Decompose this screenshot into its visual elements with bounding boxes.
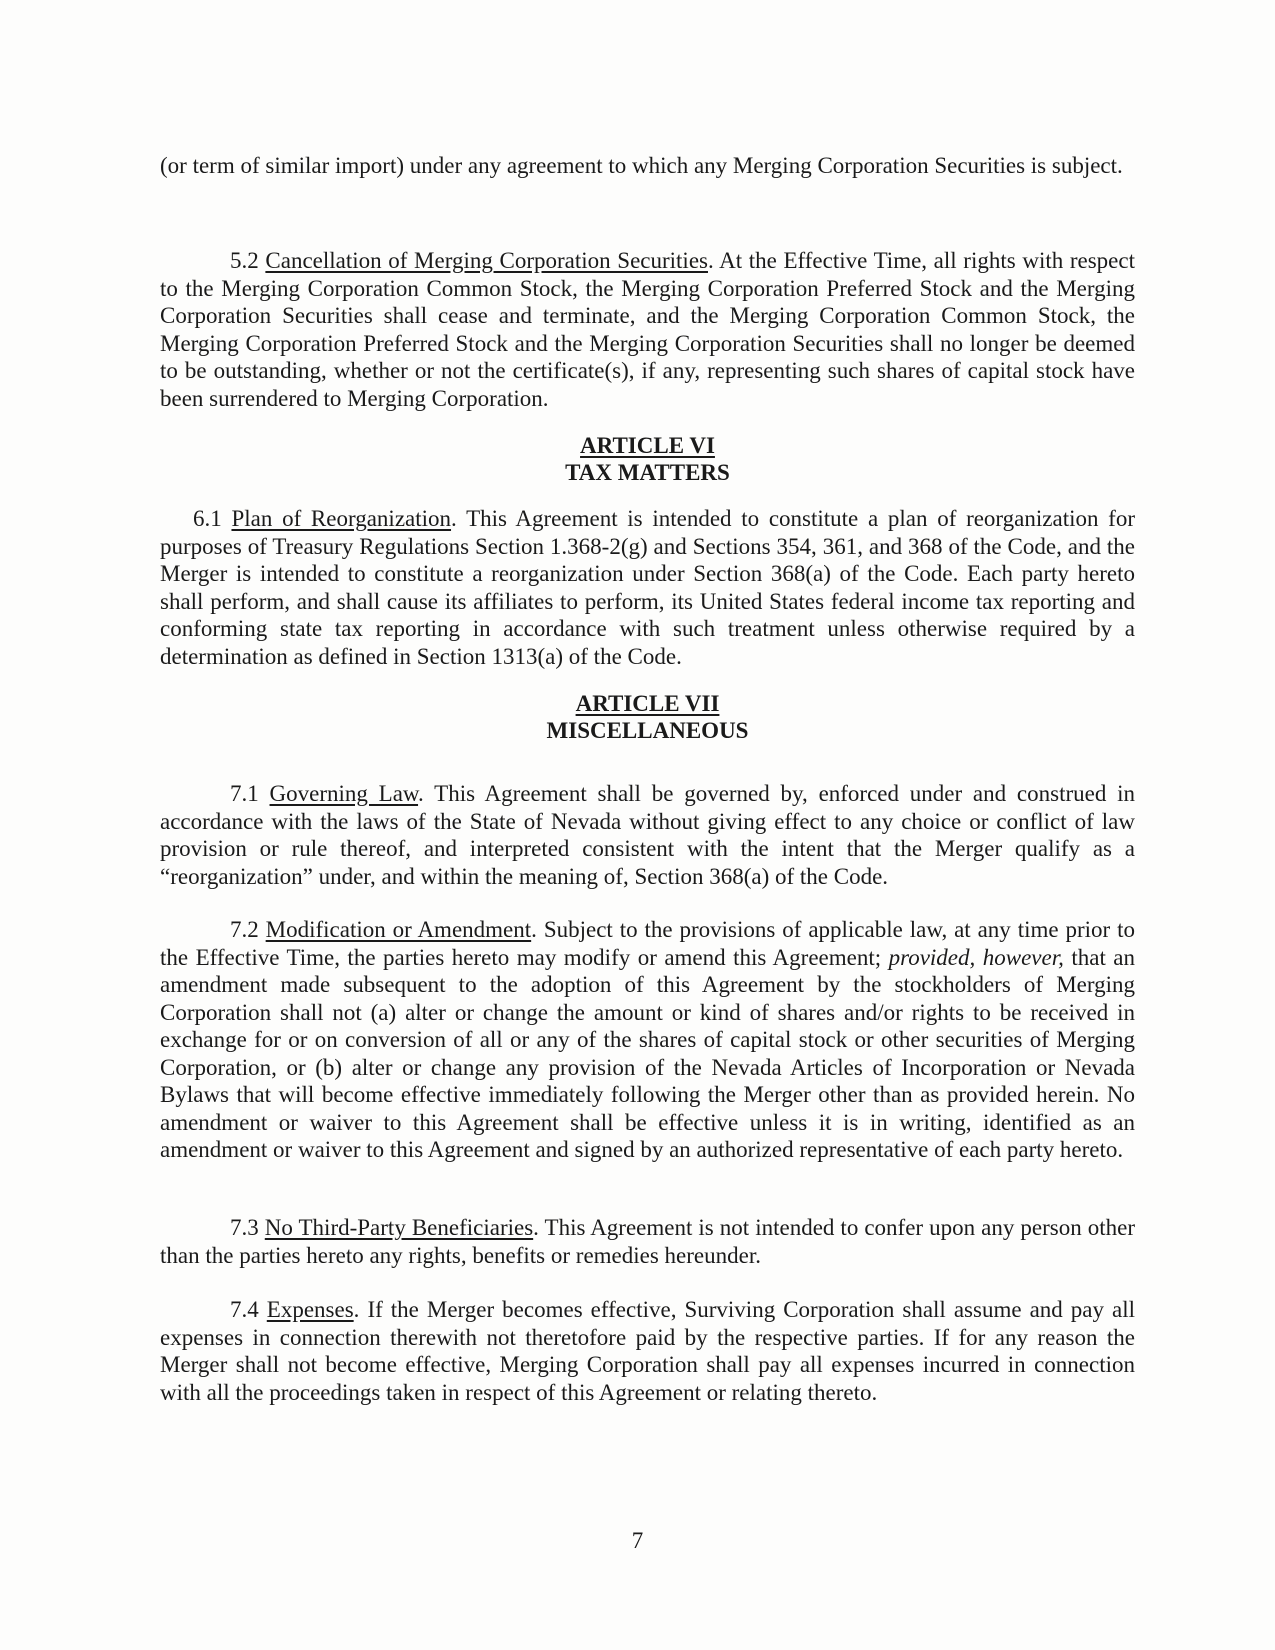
section-title: Plan of Reorganization xyxy=(231,506,452,531)
section-body: This Agreement shall be governed by, enforced under and construed in accordance with the laws of the State of Nevada without giving effect to any choice or conflict of law provision or rule thereof, and interpreted consistent with the intent that the Merger qualify as a “reorganization” under, and within the meaning of, Section 368(a) of the Code. xyxy=(160,781,1135,889)
section-title: Modification or Amendment xyxy=(265,917,532,942)
article-7-heading xyxy=(160,690,1135,744)
article-6-heading xyxy=(160,432,1135,486)
section-body-before: Subject to the provisions of applicable law, at any time prior to the Effective Time, the parties hereto may modify or amend this Agreement; xyxy=(160,917,1136,970)
section-6-1: 6.1 Plan of Reorganization. This Agreement is intended to constitute a plan of reorganization for purposes of Treasury Regulations Section 1.368-2(g) and Sections 354, 361, and 368 of the Code, and the Merger is intended to constitute a reorganization under Section 368(a) of the Code. Each party hereto shall perform, and shall cause its affiliates to perform, its United States federal income tax reporting and conforming state tax reporting in accordance with such treatment unless otherwise required by a determination as defined in Section 1313(a) of the Code. xyxy=(160,506,1135,669)
section-title: Expenses xyxy=(266,1297,354,1322)
section-title: No Third-Party Beneficiaries xyxy=(264,1215,534,1240)
section-body-after: that an amendment made subsequent to the adoption of this Agreement by the stockholders of Merging Corporation shall not (a) alter or change the amount or kind of shares and/or rights to be received in exchange for or on conversion of all or any of the shares of capital stock or other securities of Merging Corporation, or (b) alter or change any provision of the Nevada Articles of Incorporation or Nevada Bylaws that will become effective immediately following the Merger other than as provided herein. No amendment or waiver to this Agreement shall be effective unless it is in writing, identified as an amendment or waiver to this Agreement and signed by an authorized representative of each party hereto. xyxy=(160,944,1136,1162)
article-label: ARTICLE VI xyxy=(580,433,715,458)
section-body: If the Merger becomes effective, Surviving Corporation shall assume and pay all expenses in connection therewith not theretofore paid by the respective parties. If for any reason the Merger shall not become effective, Merging Corporation shall pay all expenses incurred in connection with all the proceedings taken in respect of this Agreement or relating thereto. xyxy=(160,1297,1136,1405)
section-5-2: 5.2 Cancellation of Merging Corporation Securities. At the Effective Time, all rights with respect to the Merging Corporation Common Stock, the Merging Corporation Preferred Stock and the Merging Corporation Securities shall cease and terminate, and the Merging Corporation Common Stock, the Merging Corporation Preferred Stock and the Merging Corporation Securities shall no longer be deemed to be outstanding, whether or not the certificate(s), if any, representing such shares of capital stock have been surrendered to Merging Corporation. xyxy=(160,248,1135,411)
section-title: Governing Law xyxy=(269,781,419,806)
section-body: This Agreement is intended to constitute a plan of reorganization for purposes of Treasury Regulations Section 1.368-2(g) and Sections 354, 361, and 368 of the Code, and the Merger is intended to constitute a reorganization under Section 368(a) of the Code. Each party hereto shall perform, and shall cause its affiliates to perform, its United States federal income tax reporting and conforming state tax reporting in accordance with such treatment unless otherwise required by a determination as defined in Section 1313(a) of the Code. xyxy=(160,506,1135,669)
section-number: 7.4 xyxy=(230,1297,259,1322)
section-7-2: 7.2 Modification or Amendment. Subject to the provisions of applicable law, at any time prior to the Effective Time, the parties hereto may modify or amend this Agreement; provided, however, that an amendment made subsequent to the adoption of this Agreement by the stockholders of Merging Corporation shall not (a) alter or change the amount or kind of shares and/or rights to be received in exchange for or on conversion of all or any of the shares of capital stock or other securities of Merging Corporation, or (b) alter or change any provision of the Nevada Articles of Incorporation or Nevada Bylaws that will become effective immediately following the Merger other than as provided herein. No amendment or waiver to this Agreement shall be effective unless it is in writing, identified as an amendment or waiver to this Agreement and signed by an authorized representative of each party hereto. xyxy=(160,917,1136,1162)
article-title: MISCELLANEOUS xyxy=(546,718,749,743)
section-number: 7.2 xyxy=(230,917,259,942)
section-7-3: 7.3 No Third-Party Beneficiaries. This Agreement is not intended to confer upon any person other than the parties hereto any rights, benefits or remedies hereunder. xyxy=(160,1215,1135,1268)
section-number: 7.1 xyxy=(230,781,259,806)
section-number: 5.2 xyxy=(230,248,259,273)
article-label: ARTICLE VII xyxy=(575,691,720,716)
section-7-1: 7.1 Governing Law. This Agreement shall be governed by, enforced under and construed in accordance with the laws of the State of Nevada without giving effect to any choice or conflict of law provision or rule thereof, and interpreted consistent with the intent that the Merger qualify as a “reorganization” under, and within the meaning of, Section 368(a) of the Code. xyxy=(160,781,1135,889)
page-number: 7 xyxy=(631,1528,644,1553)
continuation-text: (or term of similar import) under any agreement to which any Merging Corporation Securities is subject. xyxy=(160,153,1123,178)
section-number: 7.3 xyxy=(230,1215,259,1240)
article-title: TAX MATTERS xyxy=(565,460,730,485)
continuation-paragraph xyxy=(160,152,1135,180)
section-body: This Agreement is not intended to confer upon any person other than the parties hereto any rights, benefits or remedies hereunder. xyxy=(160,1215,1135,1268)
section-number: 6.1 xyxy=(193,506,222,531)
section-body-italic: provided, however, xyxy=(888,944,1064,970)
section-body: At the Effective Time, all rights with respect to the Merging Corporation Common Stock, the Merging Corporation Preferred Stock and the Merging Corporation Securities shall cease and terminate, and the Merging Corporation Common Stock, the Merging Corporation Preferred Stock and the Merging Corporation Securities shall no longer be deemed to be outstanding, whether or not the certificate(s), if any, representing such shares of capital stock have been surrendered to Merging Corporation. xyxy=(160,248,1135,411)
section-7-4: 7.4 Expenses. If the Merger becomes effective, Surviving Corporation shall assume and pay all expenses in connection therewith not theretofore paid by the respective parties. If for any reason the Merger shall not become effective, Merging Corporation shall pay all expenses incurred in connection with all the proceedings taken in respect of this Agreement or relating thereto. xyxy=(160,1297,1136,1405)
section-title: Cancellation of Merging Corporation Securities xyxy=(265,248,708,273)
